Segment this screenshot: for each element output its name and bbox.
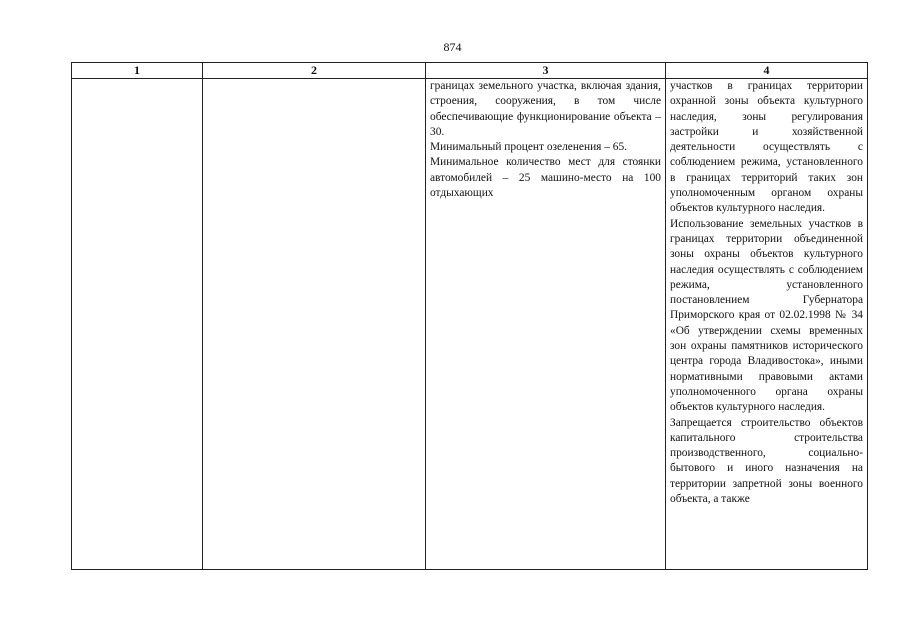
page-number: 874 (443, 40, 462, 54)
table-row (72, 79, 868, 570)
col3-paragraph: Минимальный процент озеленения – 65. (430, 141, 628, 154)
cell-col-1 (72, 79, 203, 570)
column-header-1: 1 (72, 63, 203, 79)
cell-col-3 (426, 79, 666, 570)
col3-paragraph: Минимальное количество мест для стоянки автомобилей – 25 машино-место на 100 отдыхающих (430, 156, 661, 200)
column-header-2: 2 (203, 63, 426, 79)
header-row (72, 63, 868, 79)
col4-paragraph: Запрещается строительство объектов капитального строительства производственного, социально-бытового и иного назначения на территории запретной зоны военного объекта, а также (670, 416, 863, 506)
col3-paragraph: границах земельного участка, включая здания, строения, сооружения, в том числе обеспечивающие функционирование объекта – 30. (430, 80, 661, 138)
regulations-table (71, 62, 868, 570)
column-header-4: 4 (666, 63, 868, 79)
cell-col-4 (666, 79, 868, 570)
column-header-3: 3 (426, 63, 666, 79)
cell-col-2 (203, 79, 426, 570)
col4-paragraph: участков в границах территории охранной зоны объекта культурного наследия, зоны регулирования застройки и хозяйственной деятельности осуществлять с соблюдением режима, установленного в границах территорий таких зон уполномоченным органом охраны объектов культурного наследия. (670, 80, 863, 215)
col4-paragraph: Использование земельных участков в границах территории объединенной зоны охраны объектов культурного наследия осуществлять с соблюдением режима, установленного постановлением Губернатора Приморского края от 02.02.1998 № 34 «Об утверждении схемы временных зон охраны памятников исторического центра города Владивостока», иными нормативными правовыми актами уполномоченного органа охраны объектов культурного наследия. (670, 217, 863, 414)
